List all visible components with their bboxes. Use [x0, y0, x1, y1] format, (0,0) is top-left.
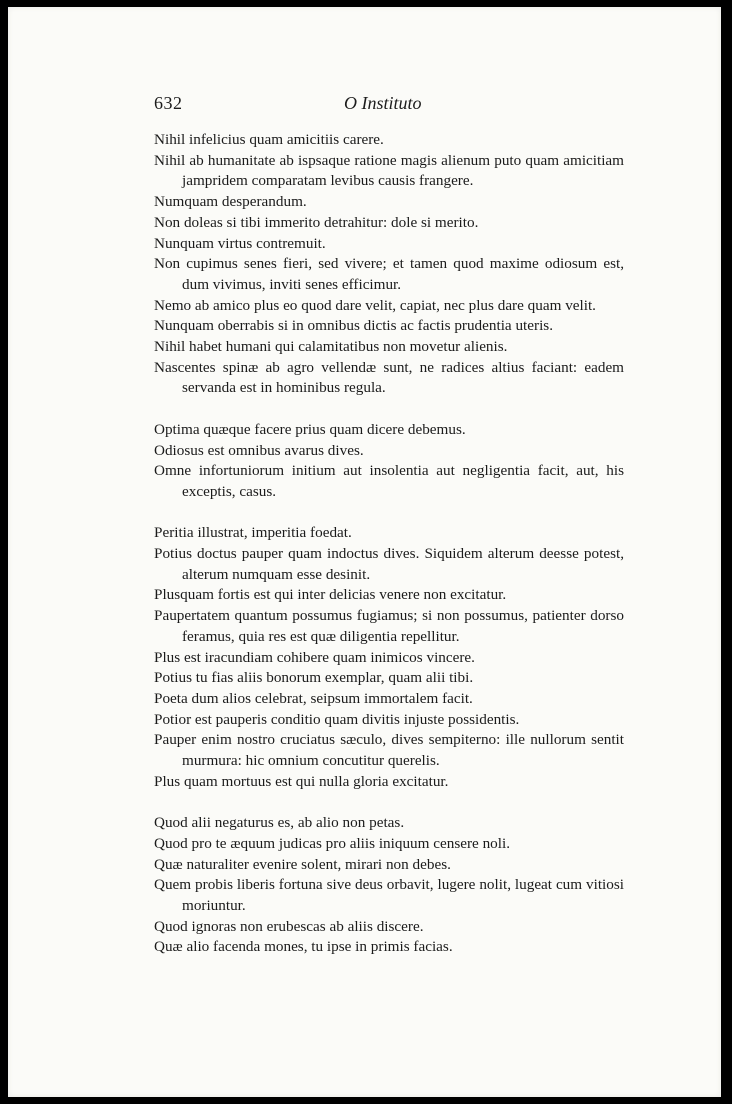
- maxim: Potior est pauperis conditio quam divitis injuste possidentis.: [154, 710, 520, 728]
- running-title: O Instituto: [344, 93, 422, 113]
- maxim: Nihil infelicius quam amicitiis carere.: [154, 131, 384, 148]
- maxim-group-o: [154, 420, 624, 503]
- maxim-group-p: [154, 523, 624, 792]
- maxim: Potius doctus pauper quam indoctus dives. Siquidem alterum deesse potest, alterum numquam esse desinit.: [154, 545, 624, 583]
- maxim: Plus est iracundiam cohibere quam inimicos vincere.: [154, 648, 475, 666]
- maxim: Odiosus est omnibus avarus dives.: [154, 441, 364, 459]
- maxim: Nunquam virtus contremuit.: [154, 234, 326, 252]
- maxim: Optima quæque facere prius quam dicere debemus.: [154, 420, 466, 438]
- maxim: Nascentes spinæ ab agro vellendæ sunt, ne radices altius faciant: eadem servanda est in hominibus regula.: [154, 358, 624, 397]
- maxim: Poeta dum alios celebrat, seipsum immortalem facit.: [154, 689, 473, 707]
- maxim-group-n: [154, 130, 624, 399]
- maxim: Quæ naturaliter evenire solent, mirari non debes.: [154, 855, 451, 873]
- maxim: Plus quam mortuus est qui nulla gloria excitatur.: [154, 772, 449, 790]
- maxim: Plusquam fortis est qui inter delicias venere non excitatur.: [154, 586, 507, 604]
- maxim: Non doleas si tibi immerito detrahitur: dole si merito.: [154, 213, 479, 231]
- maxim: Omne infortuniorum initium aut insolentia aut negligentia facit, aut, his exceptis, casus.: [154, 462, 624, 500]
- maxim: Quod pro te æquum judicas pro aliis iniquum censere noli.: [154, 834, 511, 852]
- maxim: Numquam desperandum.: [154, 193, 307, 211]
- maxim: Potius tu fias aliis bonorum exemplar, quam alii tibi.: [154, 669, 474, 687]
- maxim: Nunquam oberrabis si in omnibus dictis ac factis prudentia uteris.: [154, 317, 554, 335]
- maxim: Nemo ab amico plus eo quod dare velit, capiat, nec plus dare quam velit.: [154, 296, 596, 314]
- maxim-group-q: [154, 813, 624, 958]
- page-number: 632: [154, 93, 183, 113]
- maxim: Quæ alio facenda mones, tu ipse in primis facias.: [154, 938, 453, 956]
- maxim: Quem probis liberis fortuna sive deus orbavit, lugere nolit, lugeat cum vitiosi moriuntur.: [154, 876, 624, 914]
- maxim: Paupertatem quantum possumus fugiamus; si non possumus, patienter dorso feramus, quia res est quæ diligentia repellitur.: [154, 607, 624, 645]
- maxim: Peritia illustrat, imperitia foedat.: [154, 524, 352, 542]
- maxim: Pauper enim nostro cruciatus sæculo, dives sempiterno: ille nullorum sentit murmura: hic omnium concutitur querelis.: [154, 731, 624, 770]
- maxim: Nihil ab humanitate ab ispsaque ratione magis alienum puto quam amicitiam jampridem comparatam levibus causis frangere.: [154, 151, 624, 190]
- maxim: Quod ignoras non erubescas ab aliis discere.: [154, 917, 424, 935]
- body-text: [154, 130, 624, 958]
- page-header: [154, 89, 632, 117]
- maxim: Nihil habet humani qui calamitatibus non movetur alienis.: [154, 338, 508, 356]
- maxim: Quod alii negaturus es, ab alio non petas.: [154, 814, 405, 832]
- maxim: Non cupimus senes fieri, sed vivere; et tamen quod maxime odiosum est, dum vivimus, inviti senes efficimur.: [154, 255, 624, 293]
- book-page: [8, 7, 721, 1097]
